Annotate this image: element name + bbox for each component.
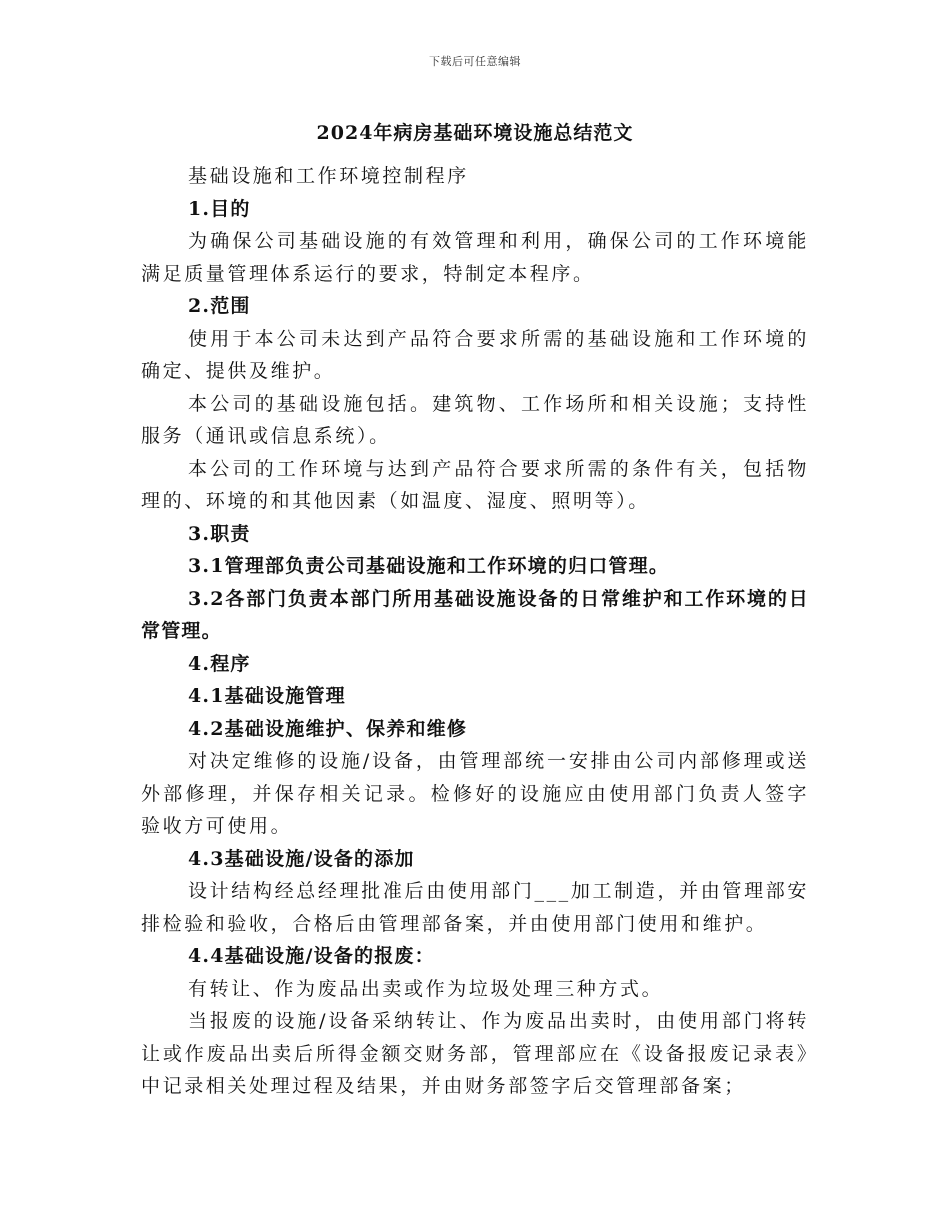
subsection-heading: 4.4基础设施/设备的报废：: [188, 945, 435, 967]
subsection-heading: 3.1管理部负责公司基础设施和工作环境的归口管理。: [188, 555, 670, 577]
document-title: 2024年病房基础环境设施总结范文: [316, 122, 634, 144]
subsection-heading: 4.2基础设施维护、保养和维修: [188, 717, 468, 740]
paragraph: 有转让、作为废品出卖或作为垃圾处理三种方式。: [188, 977, 664, 1000]
document-body: [141, 160, 809, 1103]
page-header: 下载后可任意编辑: [429, 55, 521, 68]
subsection-heading: 3.2各部门负责本部门所用基础设施设备的日常维护和工作环境的日常管理。: [141, 587, 809, 642]
paragraph: 当报废的设施/设备采纳转让、作为废品出卖时，由使用部门将转让或作废品出卖后所得金额交财务部，管理部应在《设备报废记录表》中记录相关处理过程及结果，并由财务部签字后交管理部备案；: [141, 1010, 809, 1097]
section-heading: 2.范围: [188, 295, 251, 317]
paragraph: 为确保公司基础设施的有效管理和利用，确保公司的工作环境能满足质量管理体系运行的要求，特制定本程序。: [141, 230, 809, 285]
paragraph: 本公司的基础设施包括。建筑物、工作场所和相关设施；支持性服务（通讯或信息系统）。: [141, 392, 809, 447]
section-heading: 1.目的: [188, 197, 251, 220]
paragraph: 使用于本公司未达到产品符合要求所需的基础设施和工作环境的确定、提供及维护。: [141, 327, 809, 382]
paragraph: 设计结构经总经理批准后由使用部门___加工制造，并由管理部安排检验和验收，合格后由管理部备案，并由使用部门使用和维护。: [141, 880, 809, 935]
paragraph: 本公司的工作环境与达到产品符合要求所需的条件有关，包括物理的、环境的和其他因素（如温度、湿度、照明等）。: [141, 457, 809, 512]
subsection-heading: 4.3基础设施/设备的添加: [188, 847, 415, 870]
subsection-heading: 4.1基础设施管理: [188, 685, 346, 707]
section-heading: 3.职责: [188, 522, 251, 545]
paragraph: 基础设施和工作环境控制程序: [188, 165, 469, 187]
section-heading: 4.程序: [188, 652, 251, 675]
paragraph: 对决定维修的设施/设备，由管理部统一安排由公司内部修理或送外部修理，并保存相关记录。检修好的设施应由使用部门负责人签字验收方可使用。: [141, 750, 809, 837]
